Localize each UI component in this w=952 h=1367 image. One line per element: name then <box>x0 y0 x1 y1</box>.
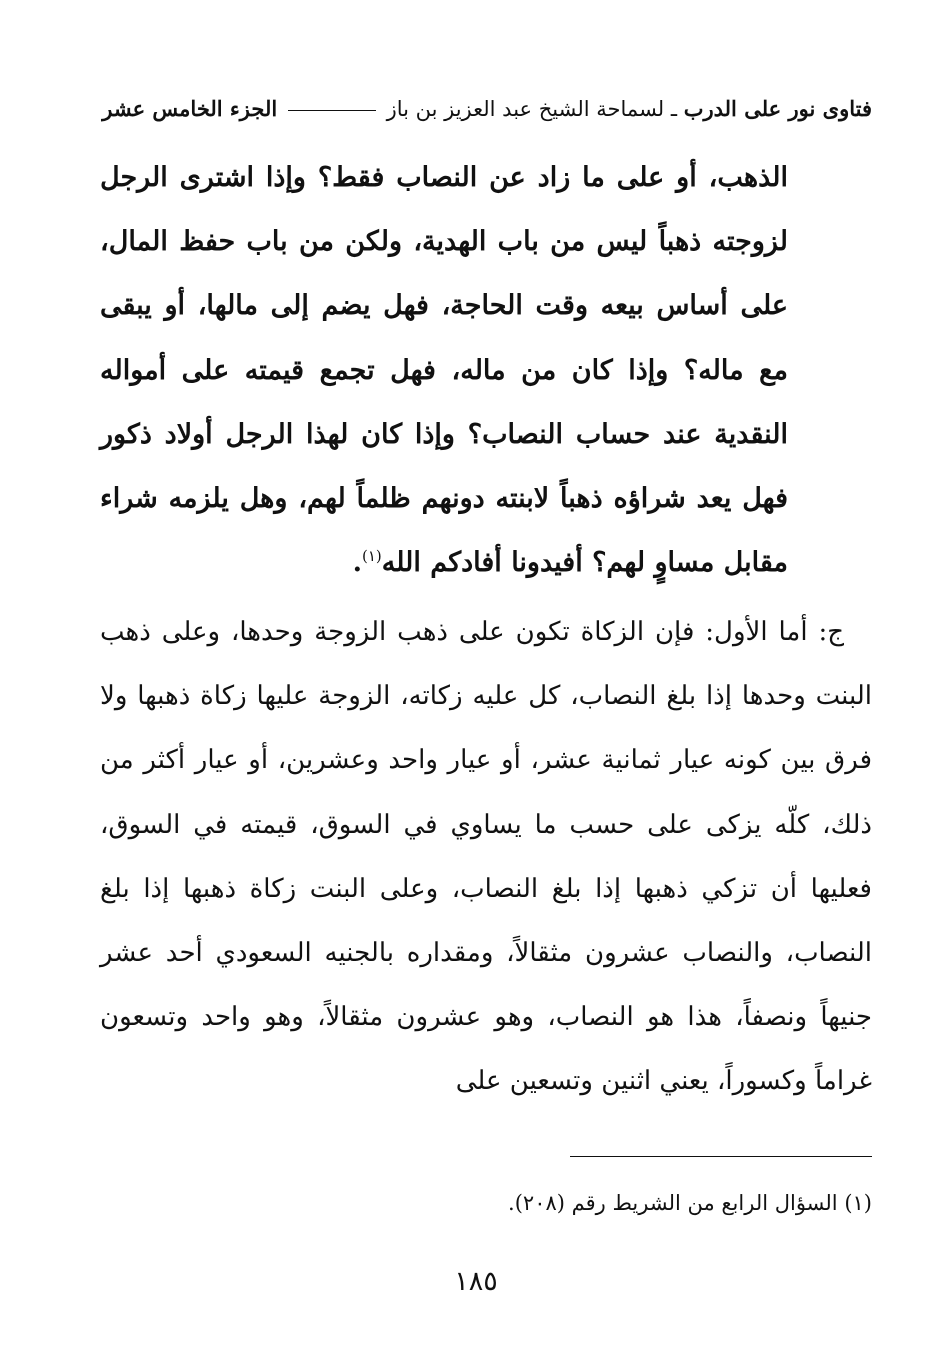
footnote: (١) السؤال الرابع من الشريط رقم (٢٠٨). <box>508 1191 872 1215</box>
answer-body: ج: أما الأول: فإن الزكاة تكون على ذهب الزوجة وحدها، وعلى ذهب البنت وحدها إذا بلغ النصاب، كل عليه زكاته، الزوجة عليها زكاة ذهبها ولا فرق بين كونه عيار ثمانية عشر، أو عيار واحد وعشرين، أو عيار أكثر من ذلك، كلّه يزكى على حسب ما يساوي في السوق، قيمته في السوق، فعليها أن تزكي ذهبها إذا بلغ النصاب، وعلى البنت زكاة ذهبها إذا بلغ النصاب، والنصاب عشرون مثقالاً، ومقداره بالجنيه السعودي أحد عشر جنيهاً ونصفاً، هذا هو النصاب، وهو عشرون مثقالاً، وهو واحد وتسعون غراماً وكسوراً، يعني اثنين وتسعين على <box>100 617 872 1097</box>
header-author: ـ لسماحة الشيخ عبد العزيز بن باز <box>386 97 678 121</box>
book-title: فتاوى نور على الدرب <box>683 96 872 121</box>
answer-text <box>100 600 872 1114</box>
page-number: ١٨٥ <box>454 1266 498 1297</box>
footnote-marker: (١) <box>361 547 382 566</box>
footnote-rule <box>570 1156 872 1157</box>
question-text <box>100 146 788 595</box>
running-header <box>100 92 872 126</box>
question-end: . <box>352 547 362 579</box>
question-body: الذهب، أو على ما زاد عن النصاب فقط؟ وإذا اشترى الرجل لزوجته ذهباً ليس من باب الهدية، ولكن من باب حفظ المال، على أساس بيعه وقت الحاجة، فهل يضم إلى مالها، أو يبقى مع ماله؟ وإذا كان من ماله، فهل تجمع قيمته على أمواله النقدية عند حساب النصاب؟ وإذا كان لهذا الرجل أولاد ذكور فهل يعد شراؤه ذهباً لابنته دونهم ظلماً لهم، وهل يلزمه شراء مقابل مساوٍ لهم؟ أفيدونا أفادكم الله <box>100 162 788 579</box>
header-rule <box>288 110 376 111</box>
volume-part: الجزء الخامس عشر <box>102 96 278 121</box>
